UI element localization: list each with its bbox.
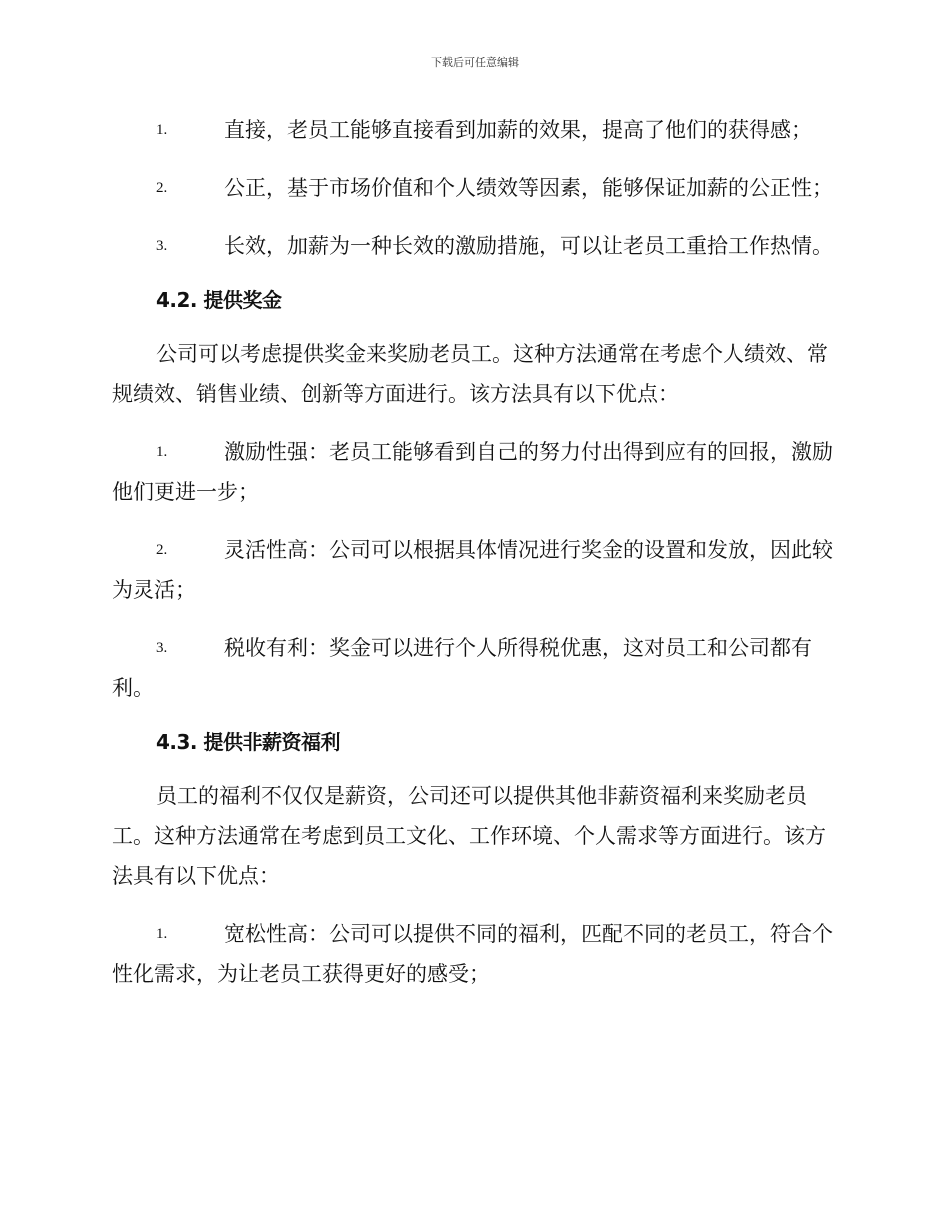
list-number: 3. xyxy=(156,238,168,254)
list-number: 3. xyxy=(156,640,168,656)
list-item xyxy=(112,110,834,150)
page-header: 下载后可任意编辑 xyxy=(431,56,519,69)
section-heading: 4.3. 提供非薪资福利 xyxy=(156,730,340,754)
list-text: 税收有利：奖金可以进行个人所得税优惠，这对员工和公司都有利。 xyxy=(112,636,812,700)
section-heading: 4.2. 提供奖金 xyxy=(156,288,282,312)
list-item xyxy=(112,432,834,512)
list-item xyxy=(112,914,834,994)
list-item xyxy=(112,226,834,266)
list-item xyxy=(112,628,834,708)
list-number: 2. xyxy=(156,180,168,196)
list-number: 1. xyxy=(156,926,168,942)
list-item xyxy=(112,168,834,208)
document-body xyxy=(112,110,834,1012)
section-intro: 公司可以考虑提供奖金来奖励老员工。这种方法通常在考虑个人绩效、常规绩效、销售业绩、创新等方面进行。该方法具有以下优点： xyxy=(112,342,828,406)
list-text: 公正，基于市场价值和个人绩效等因素，能够保证加薪的公正性； xyxy=(224,176,833,200)
list-text: 直接，老员工能够直接看到加薪的效果，提高了他们的获得感； xyxy=(224,118,812,142)
list-text: 长效，加薪为一种长效的激励措施，可以让老员工重拾工作热情。 xyxy=(224,234,833,258)
list-text: 灵活性高：公司可以根据具体情况进行奖金的设置和发放，因此较为灵活； xyxy=(112,538,833,602)
list-text: 激励性强：老员工能够看到自己的努力付出得到应有的回报，激励他们更进一步； xyxy=(112,440,833,504)
section-intro: 员工的福利不仅仅是薪资，公司还可以提供其他非薪资福利来奖励老员工。这种方法通常在考虑到员工文化、工作环境、个人需求等方面进行。该方法具有以下优点： xyxy=(112,784,826,888)
list-text: 宽松性高：公司可以提供不同的福利，匹配不同的老员工，符合个性化需求，为让老员工获得更好的感受； xyxy=(112,922,833,986)
list-number: 2. xyxy=(156,542,168,558)
list-number: 1. xyxy=(156,444,168,460)
list-item xyxy=(112,530,834,610)
list-number: 1. xyxy=(156,122,168,138)
